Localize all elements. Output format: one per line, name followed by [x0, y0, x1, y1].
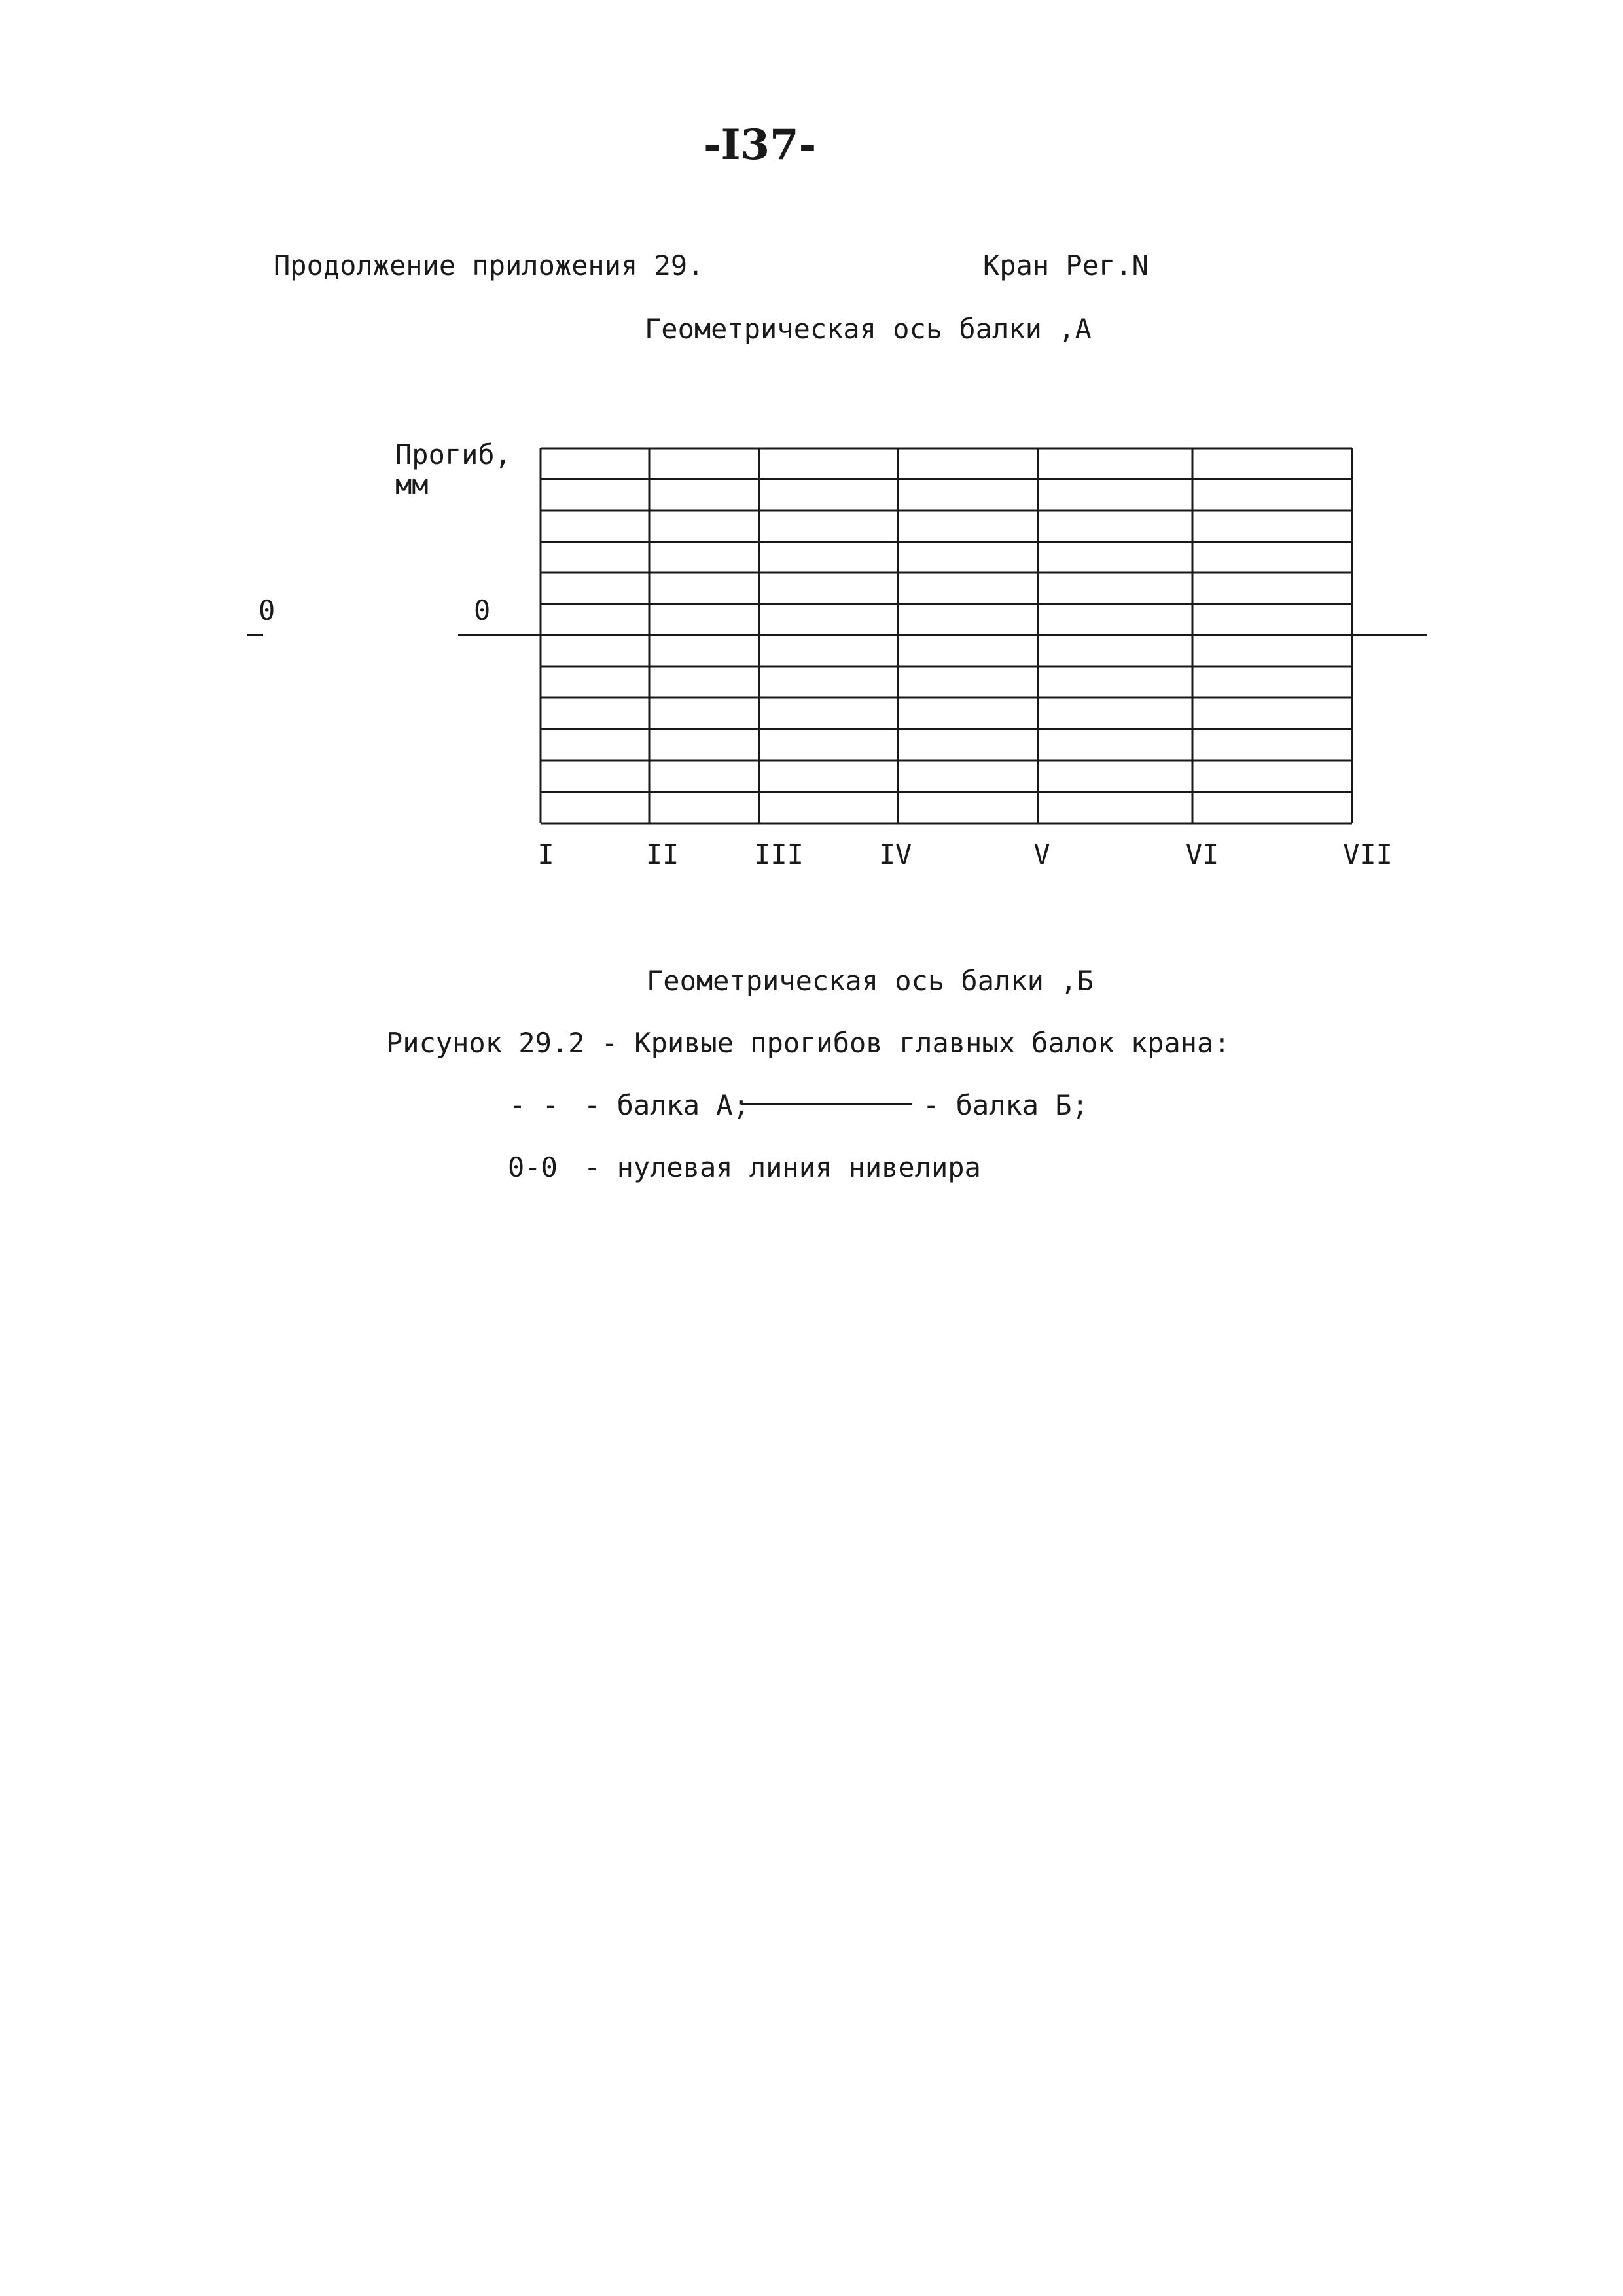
- section-label-VII: VII: [1343, 838, 1393, 870]
- section-label-IV: IV: [878, 838, 912, 870]
- legend-beam-b-line: [741, 1103, 912, 1105]
- chart-title-beam-a: Геометрическая ось балки ,А: [645, 313, 1092, 345]
- legend-beam-a-dashes: - -: [509, 1089, 559, 1121]
- legend-beam-b-text: - балка Б;: [923, 1089, 1088, 1121]
- section-label-V: V: [1033, 838, 1050, 870]
- left-zero-label: 0: [259, 594, 276, 626]
- zero-line-symbol: 0-0: [508, 1151, 558, 1183]
- section-label-I: I: [537, 838, 554, 870]
- y-axis-label-line1: Прогиб,: [395, 439, 512, 471]
- legend-beam-a-text: - балка А;: [584, 1089, 749, 1121]
- y-axis-label-line2: мм: [395, 469, 429, 501]
- page-number: -I37-: [704, 120, 817, 170]
- zero-line-description: - нулевая линия нивелира: [584, 1151, 981, 1183]
- chart-title-beam-b: Геометрическая ось балки ,Б: [647, 965, 1094, 997]
- section-label-II: II: [645, 838, 679, 870]
- figure-caption: Рисунок 29.2 - Кривые прогибов главных балок крана:: [386, 1027, 1230, 1059]
- axis-zero-label: 0: [474, 594, 491, 626]
- section-label-VI: VI: [1185, 838, 1219, 870]
- crane-reg-label: Кран Рег.N: [983, 249, 1149, 281]
- continuation-label: Продолжение приложения 29.: [274, 249, 704, 281]
- section-label-III: III: [754, 838, 804, 870]
